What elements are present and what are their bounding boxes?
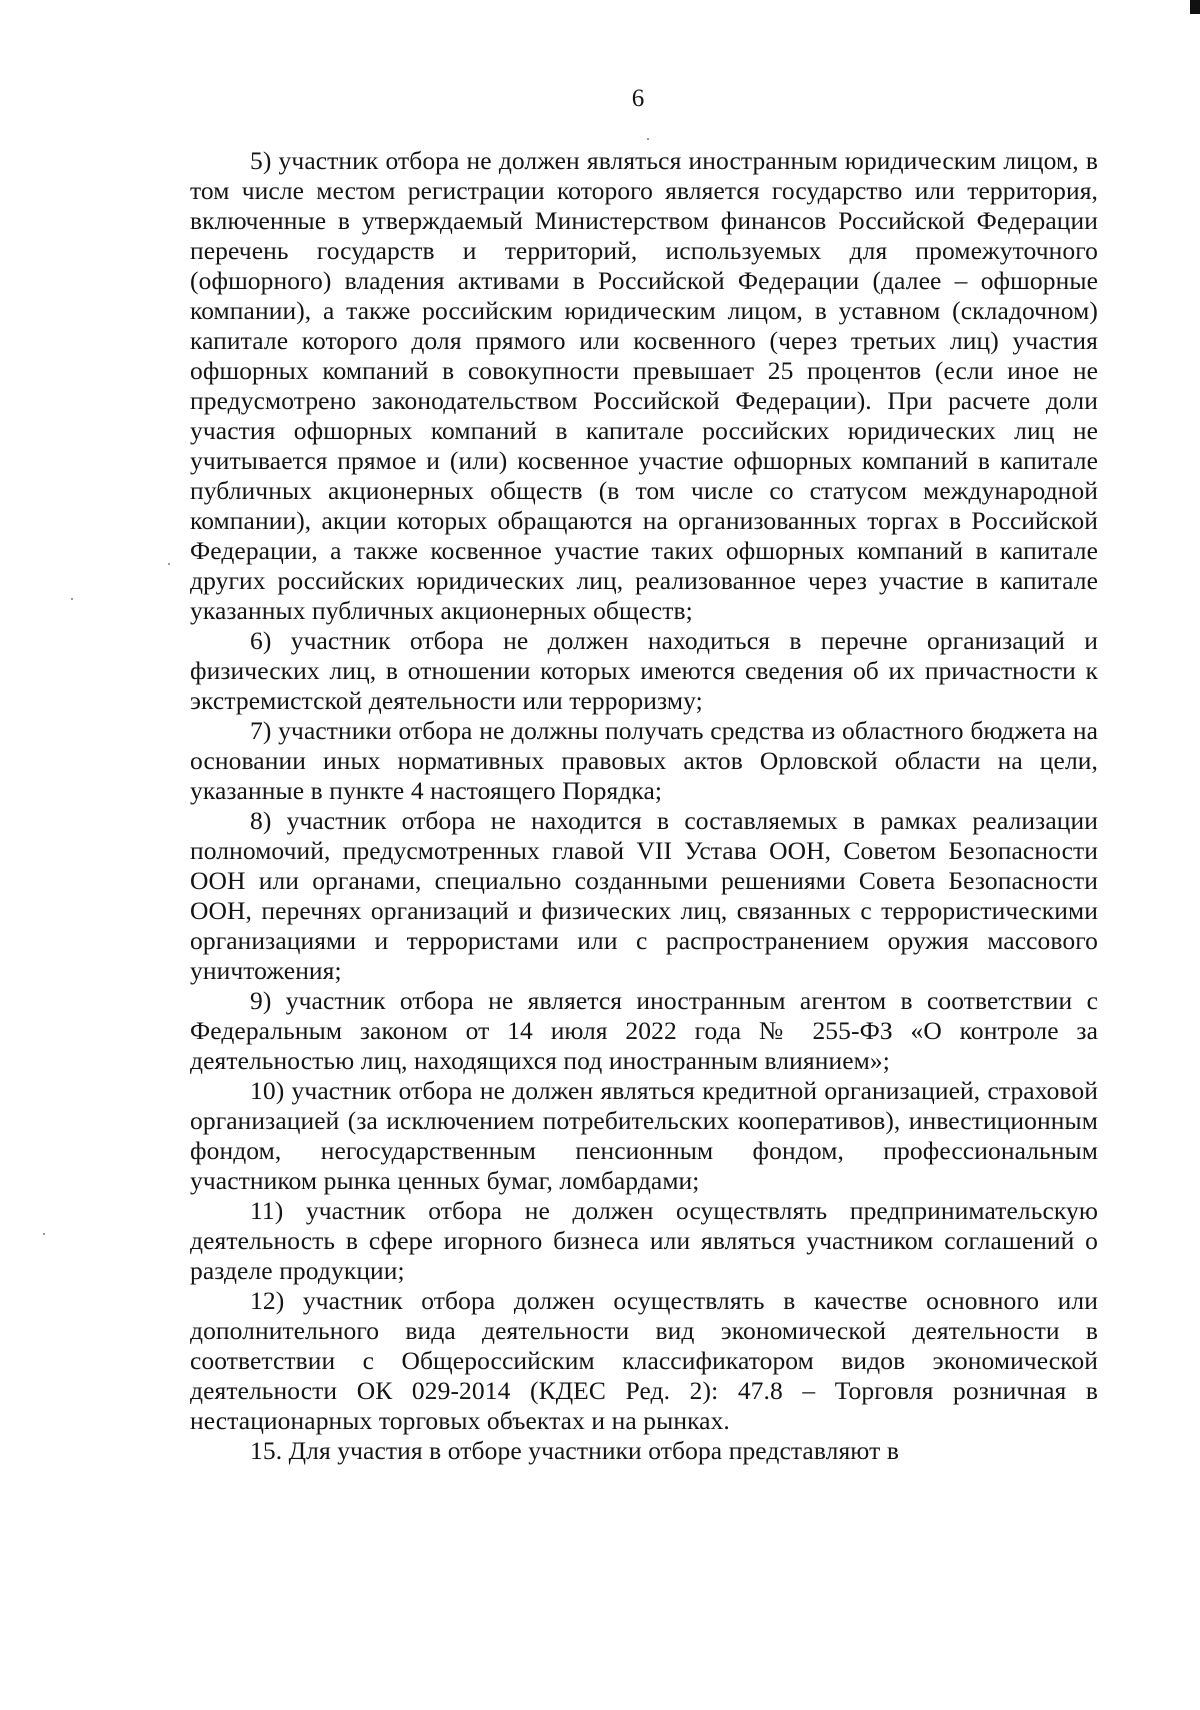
paragraph-item-7: 7) участники отбора не должны получать средства из областного бюджета на основании иных нормативных правовых актов Орловской области на цели, указанные в пункте 4 настоящего Порядка;	[190, 716, 1098, 805]
page-number: 6	[631, 85, 645, 112]
paragraph-item-5: 5) участник отбора не должен являться иностранным юридическим лицом, в том числе местом регистрации которого является государство или территория, включенные в утверждаемый Министерством финансов Российской Федерации перечень государств и территорий, используемых для промежуточного (офшорного) владения активами в Российской Федерации (далее – офшорные компании), а также российским юридическим лицом, в уставном (складочном) капитале которого доля прямого или косвенного (через третьих лиц) участия офшорных компаний в совокупности превышает 25 процентов (если иное не предусмотрено законодательством Российской Федерации). При расчете доли участия офшорных компаний в капитале российских юридических лиц не учитывается прямое и (или) косвенное участие офшорных компаний в капитале публичных акционерных обществ (в том числе со статусом международной компании), акции которых обращаются на организованных торгах в Российской Федерации, а также косвенное участие таких офшорных компаний в капитале других российских юридических лиц, реализованное через участие в капитале указанных публичных акционерных обществ;	[190, 146, 1098, 625]
paragraph-item-6: 6) участник отбора не должен находиться в перечне организаций и физических лиц, в отношении которых имеются сведения об их причастности к экстремистской деятельности или терроризму;	[190, 626, 1098, 715]
scan-speck	[168, 563, 170, 565]
paragraph-item-9: 9) участник отбора не является иностранным агентом в соответствии с Федеральным законом от 14 июля 2022 года № 255-ФЗ «О контроле за деятельностью лиц, находящихся под иностранным влиянием»;	[190, 986, 1098, 1075]
paragraph-item-11: 11) участник отбора не должен осуществлять предпринимательскую деятельность в сфере игорного бизнеса или являться участником соглашений о разделе продукции;	[190, 1196, 1098, 1285]
paragraph-item-8: 8) участник отбора не находится в составляемых в рамках реализации полномочий, предусмотренных главой VII Устава ООН, Советом Безопасности ООН или органами, специально созданными решениями Совета Безопасности ООН, перечнях организаций и физических лиц, связанных с террористическими организациями и террористами или с распространением оружия массового уничтожения;	[190, 806, 1098, 985]
paragraph-15-start: 15. Для участия в отборе участники отбора представляют в	[250, 1436, 899, 1465]
document-body	[190, 146, 1098, 1466]
paragraph-item-12: 12) участник отбора должен осуществлять в качестве основного или дополнительного вида деятельности вид экономической деятельности в соответствии с Общероссийским классификатором видов экономической деятельности ОК 029-2014 (КДЕС Ред. 2): 47.8 – Торговля розничная в нестационарных торговых объектах и на рынках.	[190, 1286, 1098, 1435]
paragraph-item-10: 10) участник отбора не должен являться кредитной организацией, страховой организацией (за исключением потребительских кооперативов), инвестиционным фондом, негосударственным пенсионным фондом, профессиональным участником рынка ценных бумаг, ломбардами;	[190, 1076, 1098, 1195]
scan-speck	[647, 138, 649, 140]
scan-corner-mark	[1190, 0, 1200, 14]
scan-speck	[43, 1233, 45, 1235]
scan-speck	[71, 598, 73, 600]
